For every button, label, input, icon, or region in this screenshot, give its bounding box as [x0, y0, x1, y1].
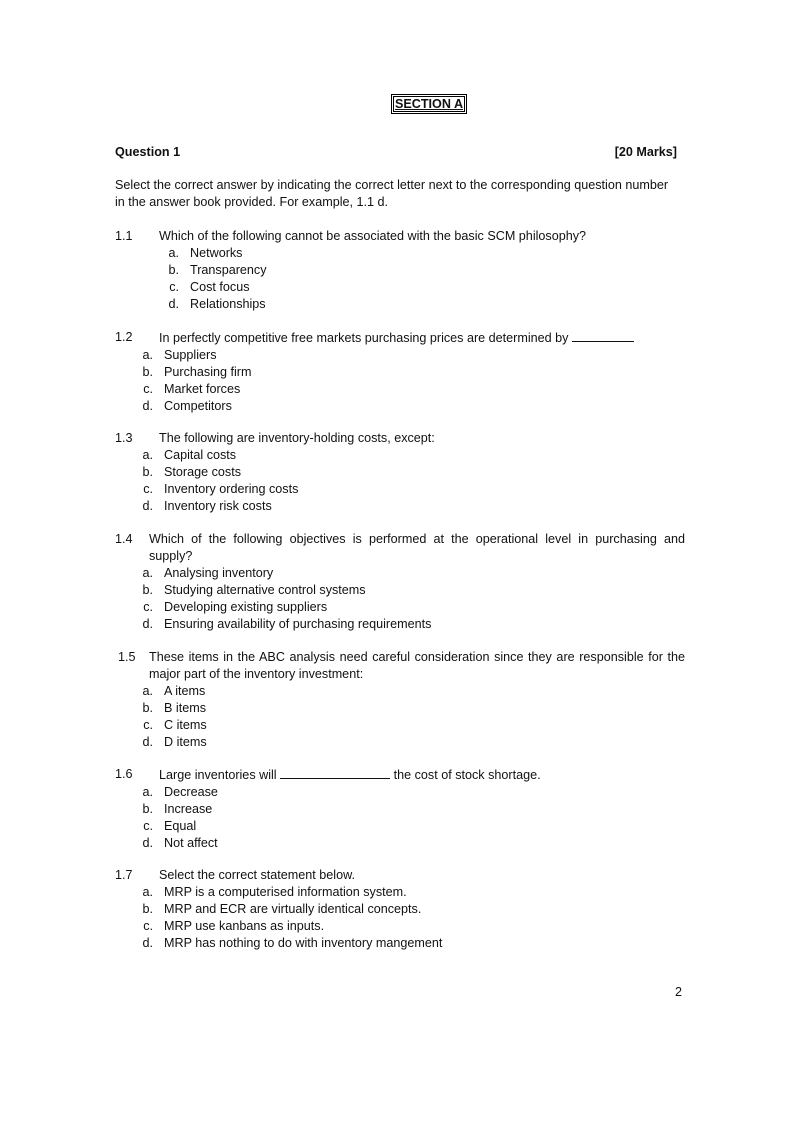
option-b: b. Increase [142, 802, 213, 816]
option-a: a. Suppliers [142, 348, 217, 362]
answer-blank [280, 766, 390, 779]
option-d: d. Not affect [142, 836, 218, 850]
section-title: SECTION A [394, 97, 464, 111]
question-title: Question 1 [115, 145, 181, 159]
option-c: c. Cost focus [169, 280, 250, 294]
question-text: In perfectly competitive free markets purchasing prices are determined by [159, 329, 685, 347]
question-text: The following are inventory-holding costs, except: [159, 431, 435, 445]
question-text: Large inventories will the cost of stock shortage. [159, 768, 541, 782]
option-c: c. MRP use kanbans as inputs. [143, 919, 325, 933]
question-text: Select the correct statement below. [159, 868, 356, 882]
option-b: b. Studying alternative control systems [142, 583, 366, 597]
option-a: a. MRP is a computerised information system. [142, 885, 407, 899]
option-c: c. Inventory ordering costs [143, 482, 299, 496]
question-text: These items in the ABC analysis need careful consideration since they are responsible for the major part of the inventory investment: [149, 650, 685, 681]
question-number: 1.1 [115, 229, 133, 243]
option-c: c. Market forces [143, 382, 241, 396]
instruction-line: Select the correct answer by indicating the correct letter next to the corresponding question number [115, 178, 669, 192]
option-b: b. Purchasing firm [142, 365, 252, 379]
question-1-2 [115, 329, 685, 415]
options-list [115, 565, 685, 633]
question-1-7 [115, 867, 685, 952]
option-a: a. Networks [168, 246, 243, 260]
option-c: c. Developing existing suppliers [143, 600, 328, 614]
option-d: d. Competitors [142, 399, 232, 413]
question-1-3 [115, 430, 685, 515]
question-1-1 [115, 228, 685, 313]
option-a: a. Capital costs [142, 448, 237, 462]
instruction-line: in the answer book provided. For example, 1.1 d. [115, 195, 389, 209]
option-a: a. A items [142, 684, 206, 698]
options-list [115, 784, 685, 852]
option-d: d. Ensuring availability of purchasing requirements [142, 617, 432, 631]
question-header [115, 144, 677, 161]
option-c: c. C items [143, 718, 207, 732]
question-number: 1.2 [115, 330, 133, 344]
option-d: d. Relationships [168, 297, 266, 311]
question-number: 1.6 [115, 767, 133, 781]
page-number: 2 [674, 985, 682, 999]
question-number: 1.3 [115, 431, 133, 445]
option-d: d. MRP has nothing to do with inventory mangement [142, 936, 443, 950]
option-a: a. Analysing inventory [142, 566, 274, 580]
question-1-6 [115, 766, 685, 852]
question-number: 1.4 [115, 532, 133, 546]
option-d: d. Inventory risk costs [142, 499, 272, 513]
option-b: b. MRP and ECR are virtually identical concepts. [142, 902, 422, 916]
option-d: d. D items [142, 735, 207, 749]
options-list [115, 245, 685, 313]
question-1-5 [118, 649, 685, 751]
instructions [115, 177, 685, 211]
option-c: c. Equal [143, 819, 197, 833]
options-list [115, 447, 685, 515]
answer-blank [572, 329, 634, 342]
option-b: b. Storage costs [142, 465, 242, 479]
question-marks: [20 Marks] [614, 145, 677, 159]
question-number: 1.5 [118, 650, 136, 664]
options-list [115, 683, 685, 751]
options-list [115, 884, 685, 952]
option-a: a. Decrease [142, 785, 218, 799]
option-b: b. B items [142, 701, 206, 715]
option-b: b. Transparency [168, 263, 267, 277]
question-number: 1.7 [115, 868, 133, 882]
question-1-4 [115, 531, 685, 633]
question-text: Which of the following cannot be associated with the basic SCM philosophy? [159, 229, 587, 243]
options-list [115, 347, 685, 415]
question-text: Which of the following objectives is performed at the operational level in purchasing and supply? [149, 532, 685, 563]
